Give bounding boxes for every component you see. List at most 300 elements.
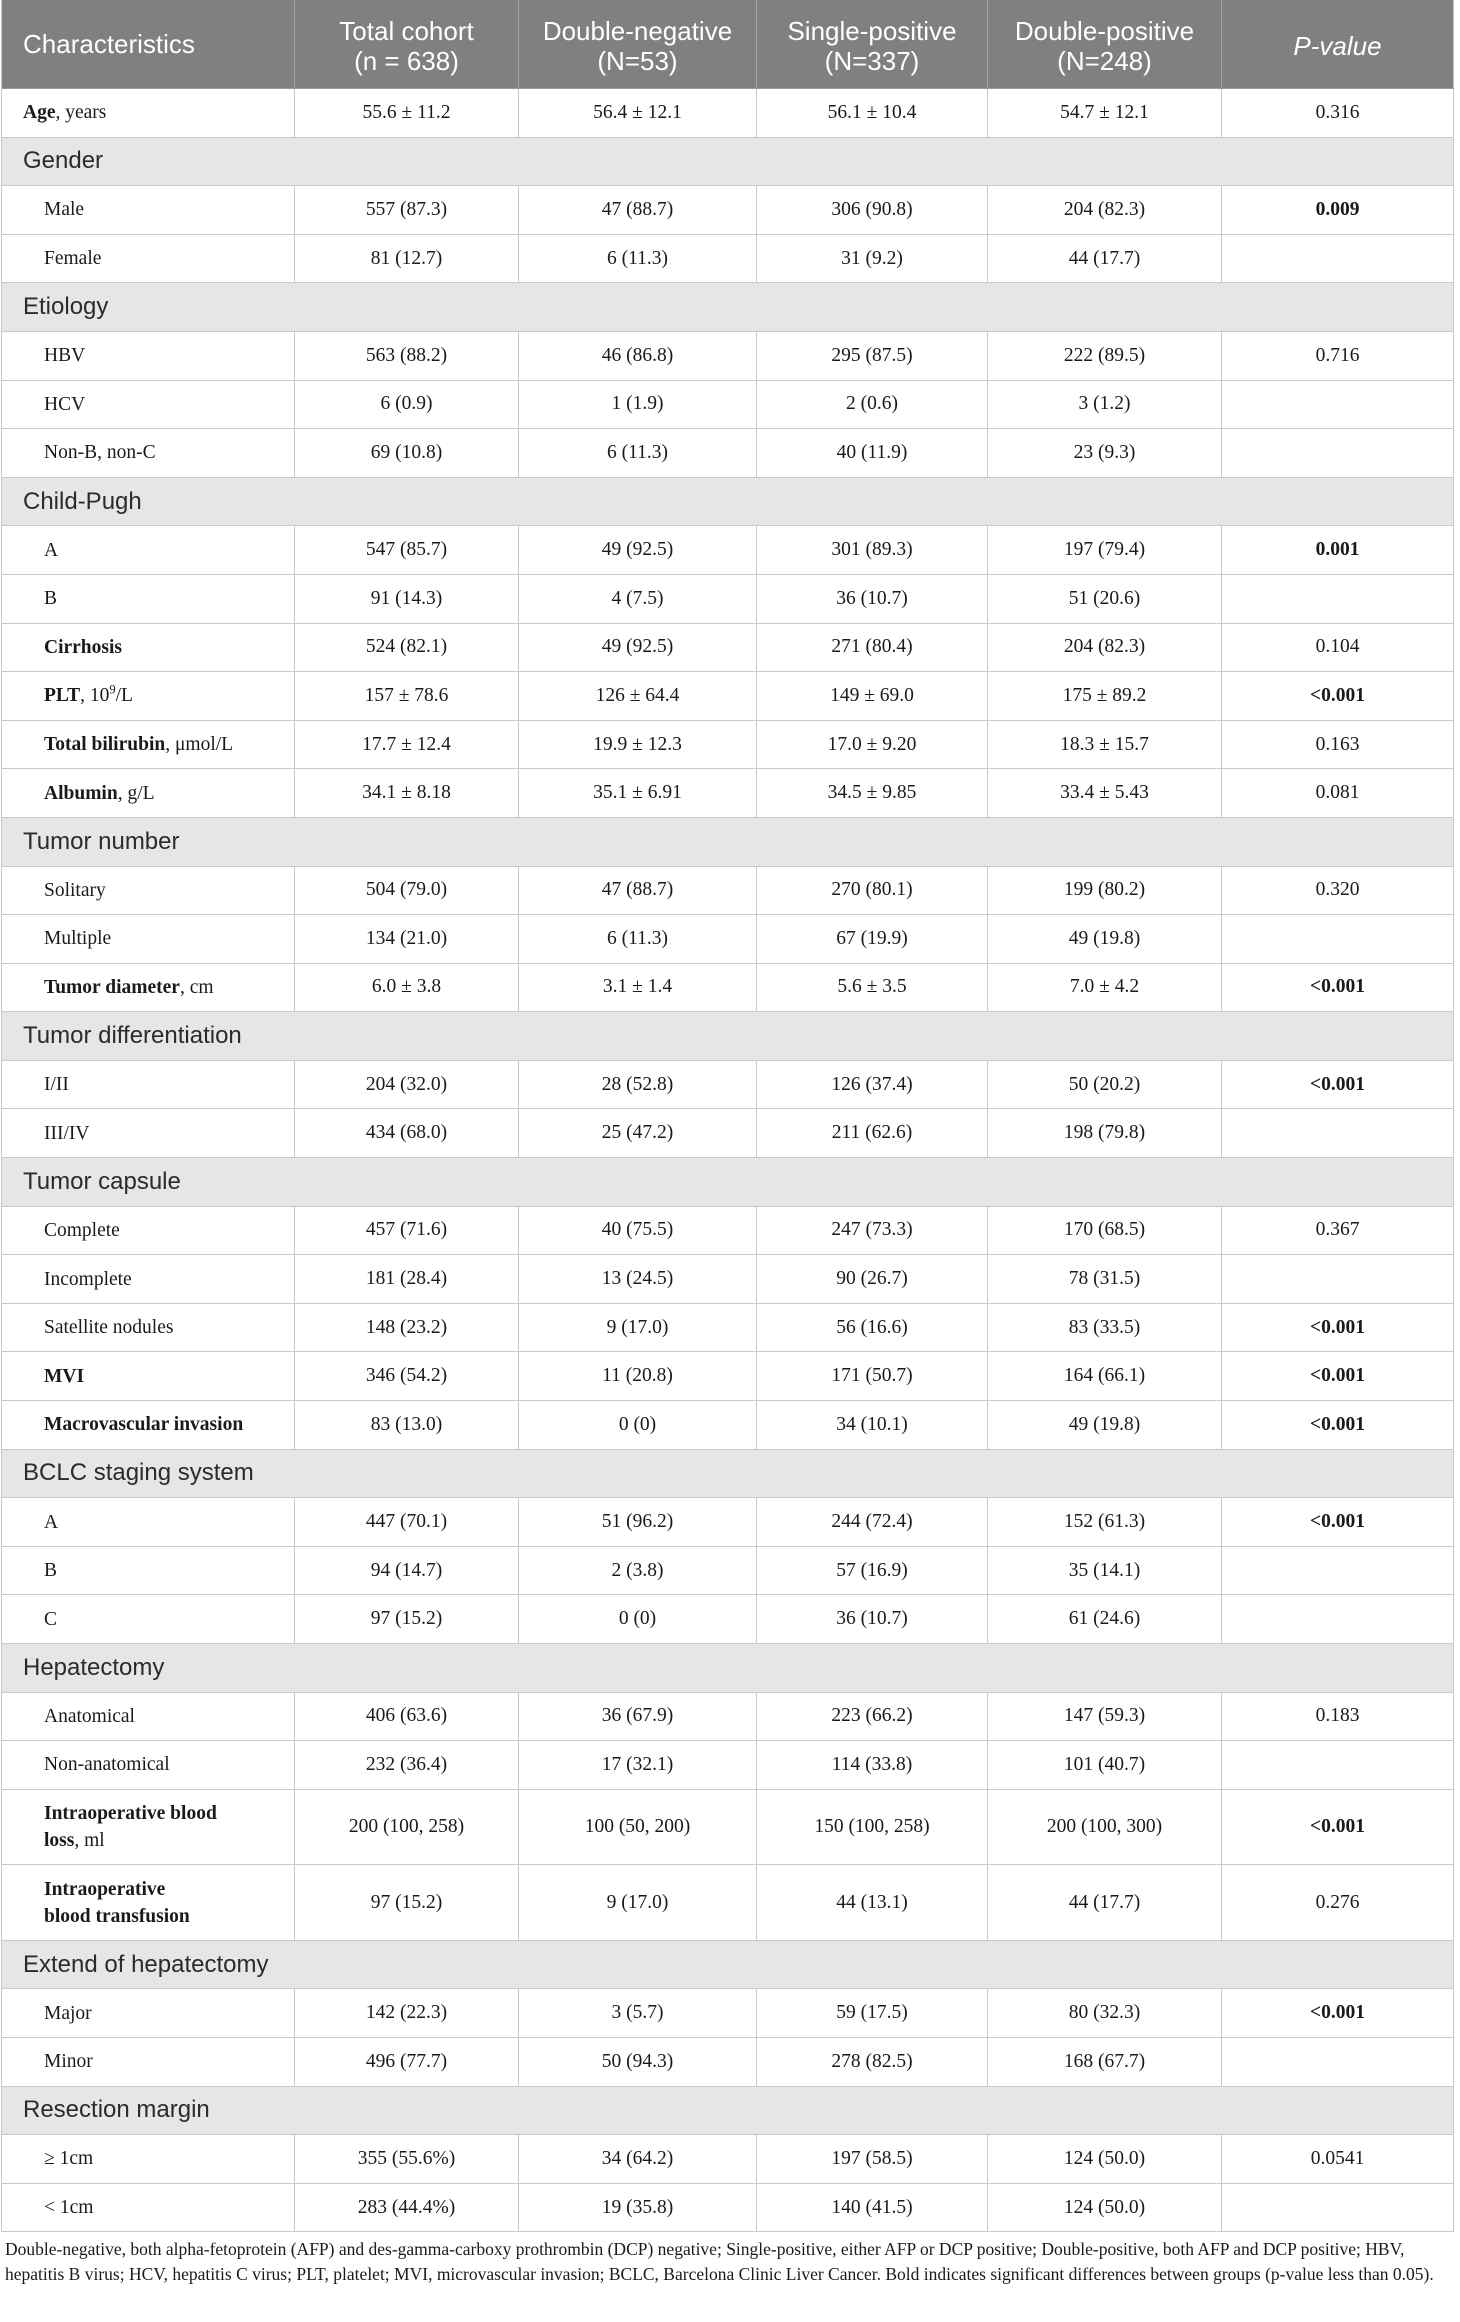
cell-double-negative: 2 (3.8) — [519, 1547, 757, 1595]
cell-total-cohort: 97 (15.2) — [295, 1595, 519, 1643]
cell-single-positive: 114 (33.8) — [757, 1741, 988, 1789]
table-row — [2, 235, 1454, 284]
row-label — [2, 915, 295, 963]
cell-double-negative: 34 (64.2) — [519, 2135, 757, 2183]
row-label — [2, 1304, 295, 1352]
header-count: (N=337) — [824, 46, 920, 76]
cell-total-cohort: 434 (68.0) — [295, 1109, 519, 1157]
row-label-text: I/II — [44, 1074, 69, 1096]
cell-total-cohort: 148 (23.2) — [295, 1304, 519, 1352]
row-label — [2, 624, 295, 672]
table-row — [2, 1865, 1454, 1941]
cell-total-cohort: 6.0 ± 3.8 — [295, 964, 519, 1012]
cell-double-positive: 170 (68.5) — [988, 1207, 1222, 1255]
row-label — [2, 429, 295, 477]
row-label-text: PLT — [44, 685, 81, 707]
cell-double-negative: 126 ± 64.4 — [519, 672, 757, 720]
cell-double-negative: 1 (1.9) — [519, 381, 757, 429]
cell-double-positive: 199 (80.2) — [988, 867, 1222, 915]
cell-single-positive: 36 (10.7) — [757, 1595, 988, 1643]
row-label — [2, 1352, 295, 1400]
cell-single-positive: 150 (100, 258) — [757, 1790, 988, 1865]
cell-p-value — [1222, 1595, 1454, 1643]
cell-double-negative: 50 (94.3) — [519, 2038, 757, 2086]
cell-total-cohort: 34.1 ± 8.18 — [295, 769, 519, 817]
row-label — [2, 1498, 295, 1546]
table-row — [2, 915, 1454, 964]
cell-total-cohort: 6 (0.9) — [295, 381, 519, 429]
cell-total-cohort: 97 (15.2) — [295, 1865, 519, 1940]
cell-double-positive: 44 (17.7) — [988, 1865, 1222, 1940]
cell-double-negative: 17 (32.1) — [519, 1741, 757, 1789]
cell-single-positive: 223 (66.2) — [757, 1693, 988, 1741]
cell-p-value: 0.320 — [1222, 867, 1454, 915]
cell-double-negative: 3 (5.7) — [519, 1989, 757, 2037]
section-label: Etiology — [23, 293, 109, 321]
cell-double-positive: 124 (50.0) — [988, 2135, 1222, 2183]
cell-single-positive: 59 (17.5) — [757, 1989, 988, 2037]
row-label — [2, 1595, 295, 1643]
cell-double-negative: 19 (35.8) — [519, 2184, 757, 2232]
table-row — [2, 1061, 1454, 1110]
table-row — [2, 2184, 1454, 2233]
cell-single-positive: 17.0 ± 9.20 — [757, 721, 988, 769]
cell-double-positive: 168 (67.7) — [988, 2038, 1222, 2086]
cell-double-negative: 49 (92.5) — [519, 526, 757, 574]
cell-single-positive: 57 (16.9) — [757, 1547, 988, 1595]
section-label: Tumor differentiation — [23, 1022, 242, 1050]
cell-double-positive: 204 (82.3) — [988, 186, 1222, 234]
cell-p-value — [1222, 1547, 1454, 1595]
row-label — [2, 1790, 295, 1865]
section-row — [2, 1644, 1454, 1693]
row-label-text: ≥ 1cm — [44, 2148, 94, 2170]
header-count: (N=248) — [1057, 46, 1152, 76]
section-row — [2, 2087, 1454, 2136]
cell-p-value — [1222, 429, 1454, 477]
table-row — [2, 769, 1454, 818]
cell-total-cohort: 200 (100, 258) — [295, 1790, 519, 1865]
table-row — [2, 575, 1454, 624]
table-row — [2, 964, 1454, 1013]
cell-double-negative: 51 (96.2) — [519, 1498, 757, 1546]
cell-double-positive: 222 (89.5) — [988, 332, 1222, 380]
row-label-text: , years — [55, 102, 107, 124]
cell-double-positive: 33.4 ± 5.43 — [988, 769, 1222, 817]
row-label — [2, 526, 295, 574]
cell-p-value: 0.081 — [1222, 769, 1454, 817]
row-label — [2, 964, 295, 1012]
row-label — [2, 332, 295, 380]
cell-p-value — [1222, 575, 1454, 623]
row-label-text: HBV — [44, 345, 86, 367]
row-label-text: Intraoperative blood — [44, 1803, 217, 1825]
table-footnote: Double-negative, both alpha-fetoprotein (AFP) and des-gamma-carboxy prothrombin (DCP) negative; Single-positive, either AFP or DCP positive; Double-positive, both AFP and DCP positive; HBV, hepatitis B virus; HCV, hepatitis C virus; PLT, platelet; MVI, microvascular invasion; BCLC, Barcelona Clinic Liver Cancer. Bold indicates significant differences between groups (p-value less than 0.05). — [5, 2239, 1434, 2285]
cell-double-positive: 83 (33.5) — [988, 1304, 1222, 1352]
cell-double-positive: 50 (20.2) — [988, 1061, 1222, 1109]
cell-double-negative: 28 (52.8) — [519, 1061, 757, 1109]
cell-total-cohort: 283 (44.4%) — [295, 2184, 519, 2232]
row-label-text: , 10 — [80, 685, 110, 707]
table-row — [2, 1207, 1454, 1256]
table-row — [2, 2038, 1454, 2087]
table-container — [1, 0, 1454, 2287]
cell-single-positive: 301 (89.3) — [757, 526, 988, 574]
header-title: Total cohort — [339, 16, 474, 46]
row-label — [2, 867, 295, 915]
cell-double-negative: 56.4 ± 12.1 — [519, 89, 757, 137]
table-row — [2, 1352, 1454, 1401]
cell-p-value: <0.001 — [1222, 1498, 1454, 1546]
cell-p-value: 0.0541 — [1222, 2135, 1454, 2183]
header-double-positive — [988, 0, 1222, 88]
cell-single-positive: 2 (0.6) — [757, 381, 988, 429]
row-label — [2, 2038, 295, 2086]
cell-double-positive: 23 (9.3) — [988, 429, 1222, 477]
cell-double-negative: 9 (17.0) — [519, 1865, 757, 1940]
row-label-text: Age — [23, 102, 56, 124]
table-row — [2, 89, 1454, 138]
cell-total-cohort: 355 (55.6%) — [295, 2135, 519, 2183]
cell-total-cohort: 232 (36.4) — [295, 1741, 519, 1789]
cell-single-positive: 211 (62.6) — [757, 1109, 988, 1157]
row-label-text: Multiple — [44, 928, 112, 950]
row-label-text: blood transfusion — [44, 1905, 190, 1927]
row-label-text: Satellite nodules — [44, 1317, 174, 1339]
cell-single-positive: 5.6 ± 3.5 — [757, 964, 988, 1012]
cell-single-positive: 271 (80.4) — [757, 624, 988, 672]
section-label: Hepatectomy — [23, 1653, 165, 1681]
cell-double-negative: 0 (0) — [519, 1401, 757, 1449]
row-label-text: Non-B, non-C — [44, 442, 156, 464]
cell-total-cohort: 524 (82.1) — [295, 624, 519, 672]
cell-double-positive: 124 (50.0) — [988, 2184, 1222, 2232]
cell-double-negative: 49 (92.5) — [519, 624, 757, 672]
row-label-text: Anatomical — [44, 1705, 135, 1727]
cell-total-cohort: 496 (77.7) — [295, 2038, 519, 2086]
row-label-text: , ml — [74, 1830, 105, 1852]
row-label-text: /L — [115, 685, 133, 707]
cell-total-cohort: 91 (14.3) — [295, 575, 519, 623]
table-row — [2, 1741, 1454, 1790]
cell-single-positive: 244 (72.4) — [757, 1498, 988, 1546]
characteristics-table — [1, 0, 1454, 2232]
cell-p-value: <0.001 — [1222, 964, 1454, 1012]
section-row — [2, 1012, 1454, 1061]
cell-double-negative: 19.9 ± 12.3 — [519, 721, 757, 769]
cell-double-positive: 7.0 ± 4.2 — [988, 964, 1222, 1012]
cell-p-value: <0.001 — [1222, 1304, 1454, 1352]
section-row — [2, 138, 1454, 187]
row-label — [2, 1693, 295, 1741]
cell-double-positive: 198 (79.8) — [988, 1109, 1222, 1157]
cell-p-value: <0.001 — [1222, 1401, 1454, 1449]
cell-p-value — [1222, 1255, 1454, 1303]
row-label-text: Female — [44, 248, 102, 270]
cell-total-cohort: 83 (13.0) — [295, 1401, 519, 1449]
cell-double-negative: 40 (75.5) — [519, 1207, 757, 1255]
cell-p-value: 0.367 — [1222, 1207, 1454, 1255]
cell-single-positive: 295 (87.5) — [757, 332, 988, 380]
row-label — [2, 769, 295, 817]
row-label-text: loss — [44, 1830, 75, 1852]
cell-double-positive: 147 (59.3) — [988, 1693, 1222, 1741]
cell-single-positive: 34 (10.1) — [757, 1401, 988, 1449]
cell-total-cohort: 447 (70.1) — [295, 1498, 519, 1546]
row-label-text: Minor — [44, 2051, 93, 2073]
table-row — [2, 1498, 1454, 1547]
cell-double-positive: 78 (31.5) — [988, 1255, 1222, 1303]
header-double-negative — [519, 0, 757, 88]
cell-double-positive: 49 (19.8) — [988, 915, 1222, 963]
row-label — [2, 1061, 295, 1109]
cell-double-positive: 18.3 ± 15.7 — [988, 721, 1222, 769]
section-row — [2, 1941, 1454, 1990]
row-label — [2, 235, 295, 283]
cell-total-cohort: 81 (12.7) — [295, 235, 519, 283]
cell-p-value — [1222, 1741, 1454, 1789]
row-label-text: , cm — [179, 976, 214, 998]
cell-p-value: 0.276 — [1222, 1865, 1454, 1940]
cell-double-negative: 46 (86.8) — [519, 332, 757, 380]
cell-single-positive: 140 (41.5) — [757, 2184, 988, 2232]
row-label — [2, 1865, 295, 1940]
header-p-value — [1222, 0, 1454, 88]
section-label: Tumor capsule — [23, 1167, 181, 1195]
row-label-text: B — [44, 1560, 58, 1582]
cell-p-value — [1222, 2038, 1454, 2086]
cell-total-cohort: 94 (14.7) — [295, 1547, 519, 1595]
table-row — [2, 1790, 1454, 1866]
cell-double-negative: 35.1 ± 6.91 — [519, 769, 757, 817]
cell-single-positive: 306 (90.8) — [757, 186, 988, 234]
header-title: Double-positive — [1014, 16, 1195, 46]
row-label-text: 9 — [109, 682, 116, 697]
section-label: Tumor number — [23, 827, 180, 855]
row-label-text: , μmol/L — [165, 734, 234, 756]
row-label-text: Male — [44, 199, 85, 221]
cell-total-cohort: 406 (63.6) — [295, 1693, 519, 1741]
cell-double-negative: 13 (24.5) — [519, 1255, 757, 1303]
row-label-text: Major — [44, 2002, 92, 2024]
cell-total-cohort: 55.6 ± 11.2 — [295, 89, 519, 137]
row-label — [2, 575, 295, 623]
cell-double-positive: 3 (1.2) — [988, 381, 1222, 429]
cell-total-cohort: 134 (21.0) — [295, 915, 519, 963]
cell-total-cohort: 457 (71.6) — [295, 1207, 519, 1255]
table-row — [2, 624, 1454, 673]
cell-p-value: 0.001 — [1222, 526, 1454, 574]
cell-p-value: <0.001 — [1222, 672, 1454, 720]
cell-double-negative: 6 (11.3) — [519, 429, 757, 477]
table-row — [2, 672, 1454, 721]
section-row — [2, 818, 1454, 867]
cell-double-negative: 6 (11.3) — [519, 915, 757, 963]
table-row — [2, 1255, 1454, 1304]
cell-double-positive: 200 (100, 300) — [988, 1790, 1222, 1865]
header-title: Double-negative — [542, 16, 733, 46]
cell-total-cohort: 142 (22.3) — [295, 1989, 519, 2037]
cell-p-value — [1222, 381, 1454, 429]
row-label — [2, 2184, 295, 2232]
row-label-text: C — [44, 1608, 58, 1630]
cell-double-positive: 101 (40.7) — [988, 1741, 1222, 1789]
cell-double-negative: 47 (88.7) — [519, 867, 757, 915]
row-label-text: Non-anatomical — [44, 1754, 170, 1776]
cell-single-positive: 36 (10.7) — [757, 575, 988, 623]
row-label — [2, 1547, 295, 1595]
cell-single-positive: 149 ± 69.0 — [757, 672, 988, 720]
cell-total-cohort: 181 (28.4) — [295, 1255, 519, 1303]
cell-total-cohort: 557 (87.3) — [295, 186, 519, 234]
cell-total-cohort: 346 (54.2) — [295, 1352, 519, 1400]
row-label-text: Solitary — [44, 879, 106, 901]
row-label — [2, 1741, 295, 1789]
section-row — [2, 283, 1454, 332]
cell-single-positive: 40 (11.9) — [757, 429, 988, 477]
table-row — [2, 1595, 1454, 1644]
cell-single-positive: 126 (37.4) — [757, 1061, 988, 1109]
header-count: (N=53) — [597, 46, 678, 76]
cell-p-value — [1222, 2184, 1454, 2232]
row-label-text: Complete — [44, 1219, 120, 1241]
cell-total-cohort: 17.7 ± 12.4 — [295, 721, 519, 769]
row-label-text: A — [44, 539, 59, 561]
table-row — [2, 1693, 1454, 1742]
row-label — [2, 721, 295, 769]
row-label-text: B — [44, 588, 58, 610]
cell-single-positive: 278 (82.5) — [757, 2038, 988, 2086]
cell-p-value: 0.104 — [1222, 624, 1454, 672]
header-count: (n = 638) — [354, 46, 459, 76]
cell-double-negative: 47 (88.7) — [519, 186, 757, 234]
cell-double-positive: 54.7 ± 12.1 — [988, 89, 1222, 137]
cell-single-positive: 197 (58.5) — [757, 2135, 988, 2183]
row-label — [2, 1989, 295, 2037]
cell-double-negative: 4 (7.5) — [519, 575, 757, 623]
row-label-text: Cirrhosis — [44, 636, 122, 658]
row-label-text: Macrovascular invasion — [44, 1414, 244, 1436]
cell-single-positive: 270 (80.1) — [757, 867, 988, 915]
cell-double-negative: 6 (11.3) — [519, 235, 757, 283]
cell-total-cohort: 547 (85.7) — [295, 526, 519, 574]
cell-double-positive: 61 (24.6) — [988, 1595, 1222, 1643]
table-row — [2, 526, 1454, 575]
section-label: Child-Pugh — [23, 487, 142, 515]
row-label — [2, 672, 295, 720]
cell-p-value — [1222, 235, 1454, 283]
cell-double-positive: 175 ± 89.2 — [988, 672, 1222, 720]
table-row — [2, 1989, 1454, 2038]
cell-single-positive: 34.5 ± 9.85 — [757, 769, 988, 817]
cell-double-positive: 204 (82.3) — [988, 624, 1222, 672]
cell-single-positive: 44 (13.1) — [757, 1865, 988, 1940]
cell-double-positive: 35 (14.1) — [988, 1547, 1222, 1595]
row-label-text: HCV — [44, 393, 86, 415]
cell-p-value: <0.001 — [1222, 1790, 1454, 1865]
cell-p-value: <0.001 — [1222, 1352, 1454, 1400]
section-label: Resection margin — [23, 2096, 210, 2124]
cell-total-cohort: 504 (79.0) — [295, 867, 519, 915]
row-label — [2, 1401, 295, 1449]
cell-total-cohort: 157 ± 78.6 — [295, 672, 519, 720]
row-label-text: < 1cm — [44, 2197, 94, 2219]
cell-single-positive: 56.1 ± 10.4 — [757, 89, 988, 137]
cell-double-negative: 3.1 ± 1.4 — [519, 964, 757, 1012]
table-row — [2, 1401, 1454, 1450]
row-label-text: MVI — [44, 1365, 85, 1387]
cell-p-value: <0.001 — [1222, 1989, 1454, 2037]
cell-double-positive: 51 (20.6) — [988, 575, 1222, 623]
row-label-text: Tumor diameter — [44, 976, 180, 998]
cell-p-value: 0.716 — [1222, 332, 1454, 380]
cell-double-negative: 9 (17.0) — [519, 1304, 757, 1352]
table-row — [2, 867, 1454, 916]
cell-double-negative: 36 (67.9) — [519, 1693, 757, 1741]
row-label — [2, 1109, 295, 1157]
section-row — [2, 1450, 1454, 1499]
section-label: Gender — [23, 147, 104, 175]
cell-total-cohort: 563 (88.2) — [295, 332, 519, 380]
cell-double-positive: 152 (61.3) — [988, 1498, 1222, 1546]
section-label: BCLC staging system — [23, 1459, 254, 1487]
row-label-text: Total bilirubin — [44, 734, 166, 756]
section-row — [2, 1158, 1454, 1207]
cell-single-positive: 247 (73.3) — [757, 1207, 988, 1255]
cell-double-positive: 49 (19.8) — [988, 1401, 1222, 1449]
table-row — [2, 721, 1454, 770]
cell-double-negative: 25 (47.2) — [519, 1109, 757, 1157]
cell-total-cohort: 69 (10.8) — [295, 429, 519, 477]
cell-p-value — [1222, 1109, 1454, 1157]
cell-p-value — [1222, 915, 1454, 963]
row-label — [2, 1255, 295, 1303]
row-label-text: , g/L — [117, 782, 155, 804]
cell-single-positive: 171 (50.7) — [757, 1352, 988, 1400]
row-label-text: A — [44, 1511, 59, 1533]
section-label: Extend of hepatectomy — [23, 1950, 269, 1978]
cell-p-value: <0.001 — [1222, 1061, 1454, 1109]
row-label — [2, 2135, 295, 2183]
section-row — [2, 478, 1454, 527]
row-label-text: Incomplete — [44, 1268, 132, 1290]
table-row — [2, 2135, 1454, 2184]
cell-single-positive: 56 (16.6) — [757, 1304, 988, 1352]
cell-double-positive: 164 (66.1) — [988, 1352, 1222, 1400]
table-row — [2, 381, 1454, 430]
table-body — [2, 89, 1454, 2232]
cell-double-negative: 100 (50, 200) — [519, 1790, 757, 1865]
row-label-text: Intraoperative — [44, 1878, 166, 1900]
row-label-text: Albumin — [44, 782, 118, 804]
cell-single-positive: 90 (26.7) — [757, 1255, 988, 1303]
cell-p-value: 0.316 — [1222, 89, 1454, 137]
table-row — [2, 429, 1454, 478]
cell-p-value: 0.183 — [1222, 1693, 1454, 1741]
table-header — [2, 0, 1454, 89]
row-label-text: III/IV — [44, 1122, 90, 1144]
table-row — [2, 1304, 1454, 1353]
header-total-cohort — [295, 0, 519, 88]
row-label — [2, 186, 295, 234]
header-single-positive — [757, 0, 988, 88]
table-row — [2, 186, 1454, 235]
cell-p-value: 0.163 — [1222, 721, 1454, 769]
cell-total-cohort: 204 (32.0) — [295, 1061, 519, 1109]
header-title: Single-positive — [787, 16, 957, 46]
row-label — [2, 1207, 295, 1255]
table-row — [2, 332, 1454, 381]
